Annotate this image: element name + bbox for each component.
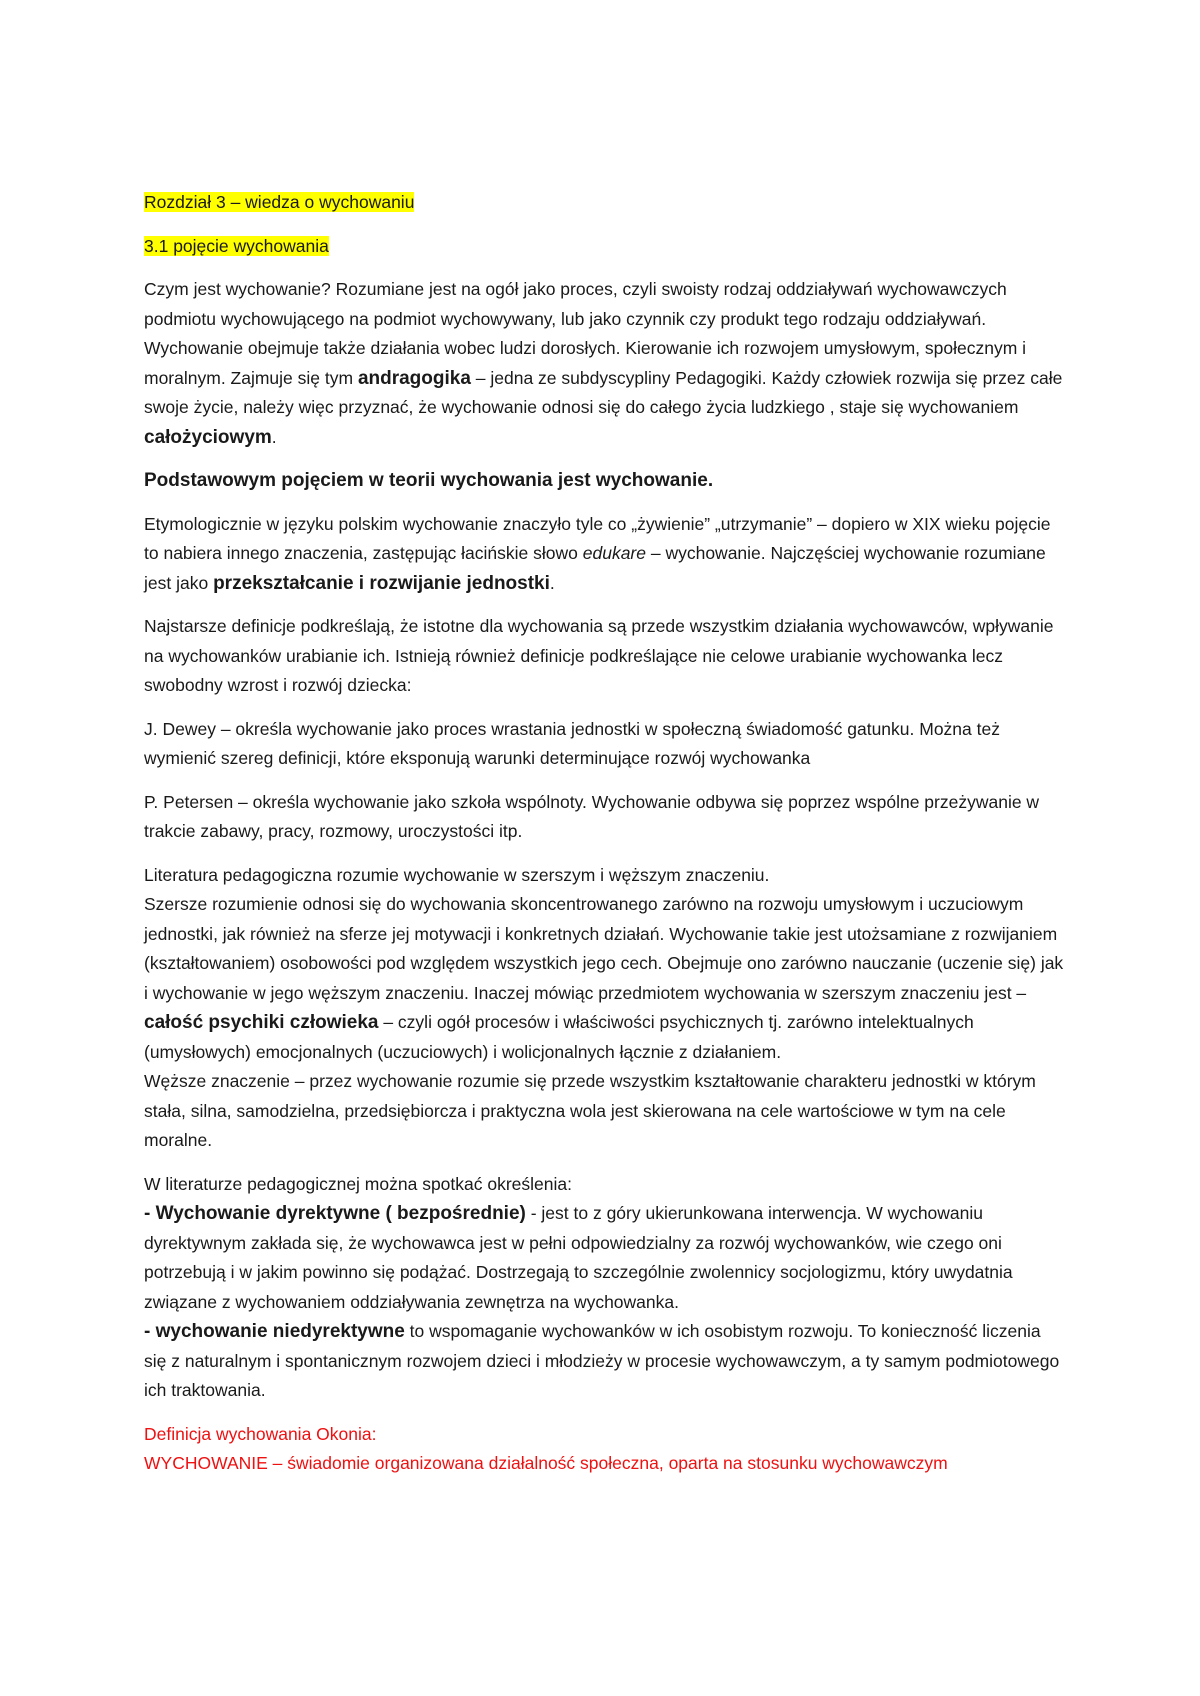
term-niedyrektywne: - wychowanie niedyrektywne — [144, 1321, 405, 1342]
paragraph-petersen: P. Petersen – określa wychowanie jako szkoła wspólnoty. Wychowanie odbywa się poprzez wspólne przeżywanie w trakcie zabawy, pracy, rozmowy, uroczystości itp. — [144, 791, 1040, 841]
term-przeksztalcanie: przekształcanie i rozwijanie jednostki — [213, 572, 550, 594]
p8-nondirective — [144, 1317, 1064, 1406]
paragraph-oldest-definitions: Najstarsze definicje podkreślają, że istotne dla wychowania są przede wszystkim działania wychowawców, wpływanie na wychowanków urabianie ich. Istnieją również definicje podkreślające nie celowe urabianie wychowanka lecz swobodny wzrost i rozwój dziecka: — [144, 616, 1054, 695]
document-page — [144, 188, 1064, 1479]
chapter-heading — [144, 188, 1064, 218]
p8-directive — [144, 1199, 1064, 1317]
p1-mid: – jedna ze subdyscypliny Pedagogiki. Każdy człowiek rozwija się przez całe swoje życie, należy więc przyznać, że wychowanie odnosi się do całego życia ludzkiego , staje się wychowaniem — [144, 367, 1063, 417]
p3-end: . — [549, 572, 555, 593]
p8-line1: W literaturze pedagogicznej można spotkać określenia: — [144, 1173, 572, 1194]
p7-narrow: Węższe znaczenie – przez wychowanie rozumie się przede wszystkim kształtowanie charakteru jednostki w którym stała, silna, samodzielna, przedsiębiorcza i praktyczna wola jest skierowana na cele wartościowe w tym na cele moralne. — [144, 1071, 1036, 1150]
section-heading-text: 3.1 pojęcie wychowania — [144, 235, 329, 256]
p8-text2: to wspomaganie wychowanków w ich osobistym rozwoju. To konieczność liczenia się z naturalnym i spontanicznym rozwojem dzieci i młodzieży w procesie wychowawczym, a ty samym podmiotowego ich traktowania. — [144, 1321, 1060, 1400]
p7-broad — [144, 890, 1064, 1067]
paragraph-types — [144, 1170, 1064, 1406]
p7-lead: Szersze rozumienie odnosi się do wychowania skoncentrowanego zarówno na rozwoju umysłowym i uczuciowym jednostki, jak również na sferze jej motywacji i konkretnych działań. Wychowanie takie jest utożsamiane z rozwijaniem (kształtowaniem) osobowości pod względem wszystkich jego cech. Obejmuje ono zarówno nauczanie (uczenie się) jak i wychowanie w jego węższym znaczeniu. Inaczej mówiąc przedmiotem wychowania w szerszym znaczeniu jest – — [144, 894, 1064, 1003]
p7-end: – czyli ogół procesów i właściwości psychicznych tj. zarówno intelektualnych (umysłowych) emocjonalnych (uczuciowych) i wolicjonalnych łącznie z działaniem. — [144, 1012, 974, 1062]
p1-lead: Czym jest wychowanie? Rozumiane jest na ogół jako proces, czyli swoisty rodzaj oddziaływań wychowawczych podmiotu wychowującego na podmiot wychowywany, lub jako czynnik czy produkt tego rodzaju oddziaływań. Wychowanie obejmuje także działania wobec ludzi dorosłych. Kierowanie ich rozwojem umysłowym, społecznym i moralnym. Zajmuje się tym — [144, 279, 1027, 388]
term-edukare: edukare — [582, 543, 646, 563]
term-calozyciowym: całożyciowym — [144, 426, 272, 448]
paragraph-okon-definition — [144, 1420, 1064, 1479]
paragraph-definition — [144, 275, 1064, 452]
term-dyrektywne: - Wychowanie dyrektywne ( bezpośrednie) — [144, 1203, 526, 1224]
section-heading — [144, 232, 1064, 262]
paragraph-broad-narrow — [144, 861, 1064, 1156]
p3-lead: Etymologicznie w języku polskim wychowanie znaczyło tyle co „żywienie” „utrzymanie” – dopiero w XIX wieku pojęcie to nabiera innego znaczenia, zastępując łacińskie słowo — [144, 513, 1051, 563]
term-andragogika: andragogika — [357, 367, 471, 389]
p1-end: . — [271, 426, 277, 447]
key-statement: Podstawowym pojęciem w teorii wychowania jest wychowanie. — [144, 470, 714, 491]
paragraph-etymology — [144, 510, 1064, 599]
term-psychika: całość psychiki człowieka — [144, 1012, 379, 1033]
paragraph-dewey: J. Dewey – określa wychowanie jako proces wrastania jednostki w społeczną świadomość gatunku. Można też wymienić szereg definicji, które eksponują warunki determinujące rozwój wychowanka — [144, 718, 1000, 768]
p7-line1: Literatura pedagogiczna rozumie wychowanie w szerszym i węższym znaczeniu. — [144, 864, 770, 885]
p8-text1: - jest to z góry ukierunkowana interwencja. W wychowaniu dyrektywnym zakłada się, że wychowawca jest w pełni odpowiedzialny za rozwój wychowanków, wie czego oni potrzebują i w jakim powinno się podążać. Dostrzegają to szczególnie zwolennicy socjologizmu, który uwydatnia związane z wychowaniem oddziaływania zewnętrza na wychowanka. — [144, 1203, 1013, 1312]
p3-mid: – wychowanie. Najczęściej wychowanie rozumiane jest jako — [144, 543, 1046, 593]
chapter-heading-text: Rozdział 3 – wiedza o wychowaniu — [144, 192, 415, 212]
p9-line1: Definicja wychowania Okonia: — [144, 1423, 377, 1444]
p9-line2: WYCHOWANIE – świadomie organizowana działalność społeczna, oparta na stosunku wychowawczym — [144, 1453, 948, 1473]
